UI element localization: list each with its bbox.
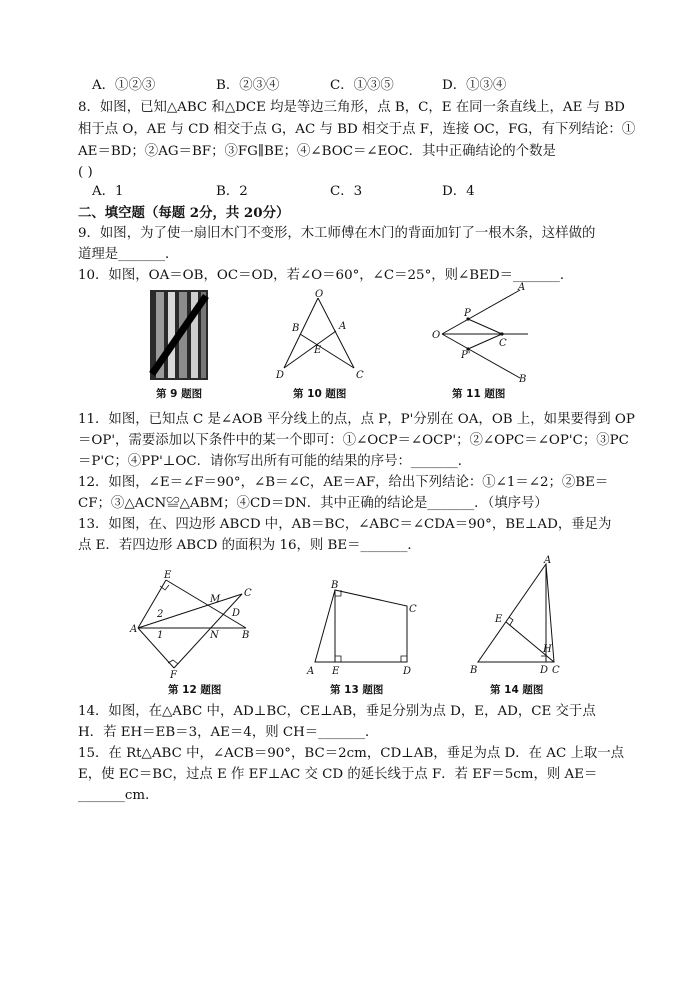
fig11-caption: 第 11 题图: [452, 388, 506, 400]
fig13-label-e: E: [332, 666, 340, 677]
fig11-label-a: A: [518, 282, 526, 293]
q8-option-c: C．3: [330, 184, 363, 199]
fig10-label-b: B: [292, 323, 300, 334]
fig12-label-f: F: [170, 670, 177, 681]
fig14-label-d: D: [540, 665, 549, 676]
q7-option-d: D．①③④: [442, 78, 507, 93]
q8-option-d: D．4: [442, 184, 475, 199]
fig10-label-e: E: [314, 345, 322, 356]
q11-line-1: 11．如图，已知点 C 是∠AOB 平分线上的点，点 P，P'分别在 OA，OB 上，如果要得到 OP: [78, 412, 635, 427]
q13-line-1: 13．如图，在、四边形 ABCD 中，AB＝BC，∠ABC＝∠CDA＝90°，BE⊥AD，垂足为: [78, 517, 612, 532]
q8-line-2: 相于点 O，AE 与 CD 相交于点 G，AC 与 BD 相交于点 F，连接 OC，FG，有下列结论：①: [78, 122, 636, 137]
fig13-diagram: [305, 580, 425, 680]
fig12-label-n: N: [210, 630, 219, 641]
fig14-caption: 第 14 题图: [490, 684, 544, 696]
q13-line-2: 点 E．若四边形 ABCD 的面积为 16，则 BE＝_______．: [78, 538, 421, 553]
fig13-label-c: C: [409, 604, 417, 615]
q12-line-2: CF；③△ACN≌△ABM；④CD＝DN．其中正确的结论是_______．（填序号）: [78, 496, 548, 511]
q8-option-a: A．1: [92, 184, 124, 199]
fig14-label-e: E: [495, 614, 503, 625]
q7-option-b: B．②③④: [216, 78, 280, 93]
fig9-caption: 第 9 题图: [156, 388, 203, 400]
fig14-label-b: B: [470, 665, 478, 676]
q7-option-c: C．①③⑤: [330, 78, 394, 93]
fig12-diagram: [128, 570, 258, 681]
section-heading: 二、填空题（每题 2分，共 20分）: [78, 205, 290, 221]
fig14-label-c: C: [552, 665, 560, 676]
q7-option-a: A．①②③: [92, 78, 156, 93]
fig11-label-p-prime: P': [461, 350, 471, 361]
fig12-label-e: E: [164, 570, 172, 581]
fig13-label-d: D: [403, 666, 412, 677]
fig12-label-b: B: [242, 630, 250, 641]
q15-line-2: E，使 EC＝BC，过点 E 作 EF⊥AC 交 CD 的延长线于点 F．若 EF＝5cm，则 AE＝: [78, 767, 598, 782]
fig12-label-angle-2: 2: [157, 609, 164, 620]
q15-line-3: _______cm．: [78, 788, 159, 803]
fig10-label-a: A: [339, 321, 347, 332]
q9-line-2: 道理是_______．: [78, 247, 179, 262]
q10-line-1: 10．如图，OA＝OB，OC＝OD，若∠O＝60°，∠C＝25°，则∠BED＝_______．: [78, 268, 574, 283]
door-figure: [150, 290, 208, 380]
fig10-label-o: O: [315, 289, 324, 300]
fig10-label-d: D: [276, 370, 285, 381]
q8-line-1: 8．如图，已知△ABC 和△DCE 均是等边三角形，点 B，C，E 在同一条直线上，AE 与 BD: [78, 100, 625, 115]
fig13-caption: 第 13 题图: [330, 684, 384, 696]
fig14-label-h: H: [543, 644, 552, 655]
fig11-label-p: P: [464, 308, 471, 319]
fig12-label-m: M: [210, 594, 221, 605]
fig11-label-b: B: [519, 374, 527, 385]
fig12-label-angle-1: 1: [157, 630, 164, 641]
q12-line-1: 12．如图，∠E＝∠F＝90°，∠B＝∠C，AE＝AF，给出下列结论：①∠1＝∠2；②BE＝: [78, 475, 609, 490]
fig14-diagram: [470, 556, 566, 678]
q8-option-b: B．2: [216, 184, 248, 199]
fig12-label-a: A: [130, 624, 138, 635]
fig11-diagram: [428, 282, 538, 385]
q14-line-1: 14．如图，在△ABC 中，AD⊥BC，CE⊥AB，垂足分别为点 D，E，AD，CE 交于点: [78, 704, 596, 719]
q15-line-1: 15．在 Rt△ABC 中，∠ACB＝90°，BC＝2cm，CD⊥AB，垂足为点 D．在 AC 上取一点: [78, 746, 625, 761]
fig10-diagram: [270, 290, 370, 382]
q11-line-2: ＝OP'，需要添加以下条件中的某一个即可：①∠OCP＝∠OCP'；②∠OPC＝∠OP'C；③PC: [78, 433, 629, 448]
fig13-label-b: B: [331, 580, 339, 591]
q8-line-4: ( ): [78, 165, 93, 180]
fig12-label-c: C: [244, 588, 252, 599]
fig10-label-c: C: [356, 370, 364, 381]
fig13-label-a: A: [307, 666, 315, 677]
q8-line-3: AE＝BD；②AG＝BF；③FG∥BE；④∠BOC＝∠EOC．其中正确结论的个数是: [78, 144, 556, 159]
fig12-label-d: D: [232, 608, 241, 619]
q11-line-3: ＝P'C；④PP'⊥OC．请你写出所有可能的结果的序号：_______．: [78, 454, 472, 469]
fig11-label-c: C: [499, 338, 507, 349]
fig11-label-o: O: [432, 330, 441, 341]
q9-line-1: 9．如图，为了使一扇旧木门不变形，木工师傅在木门的背面加钉了一根木条，这样做的: [78, 226, 596, 241]
q14-line-2: H．若 EH＝EB＝3，AE＝4，则 CH＝_______．: [78, 725, 379, 740]
fig12-caption: 第 12 题图: [168, 684, 222, 696]
fig10-caption: 第 10 题图: [293, 388, 347, 400]
fig14-label-a: A: [544, 555, 552, 566]
